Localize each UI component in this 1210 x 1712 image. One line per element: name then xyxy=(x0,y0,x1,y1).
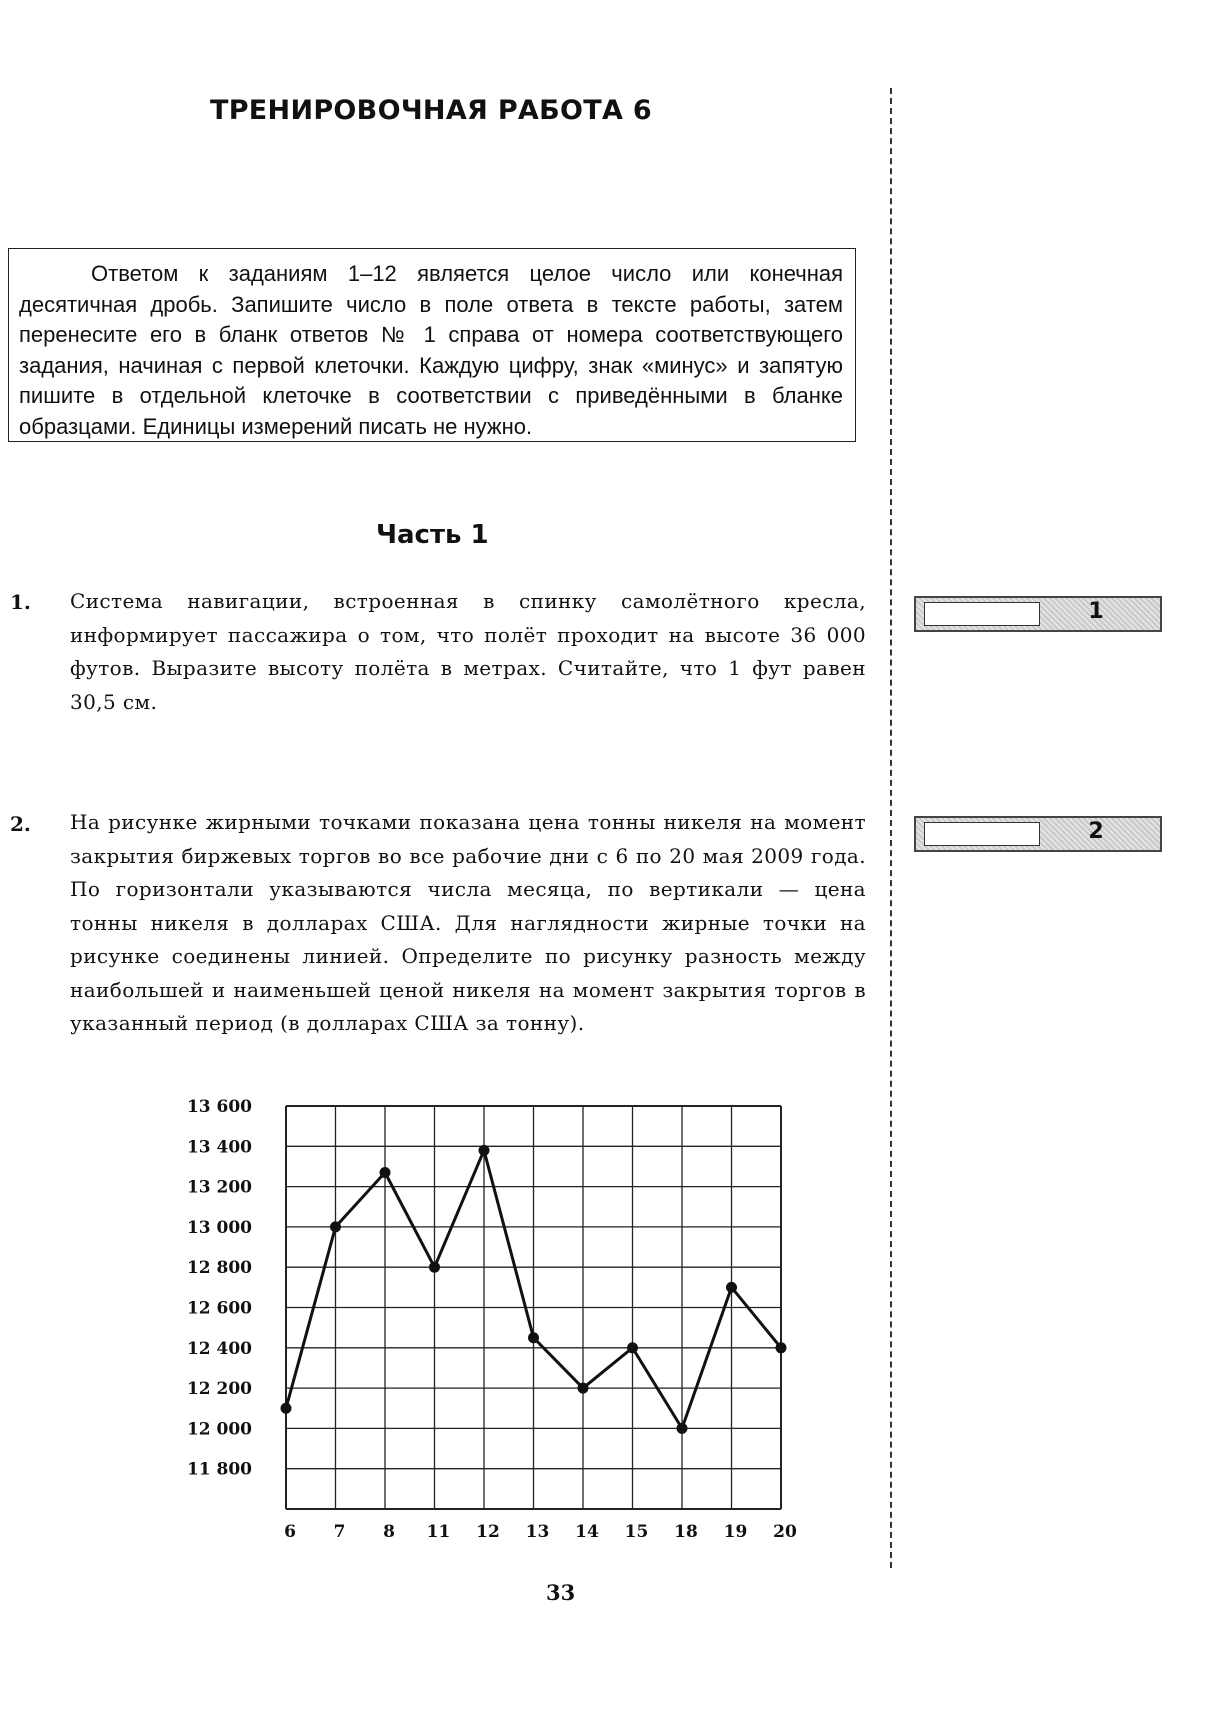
x-tick-label: 7 xyxy=(333,1522,346,1542)
x-tick-label: 8 xyxy=(383,1522,395,1542)
task-2-answer-number: 2 xyxy=(1088,819,1104,844)
data-point xyxy=(677,1423,688,1434)
x-tick-label: 18 xyxy=(674,1522,698,1542)
x-tick-label: 20 xyxy=(773,1522,797,1542)
y-tick-label: 12 800 xyxy=(186,1258,252,1279)
data-point xyxy=(726,1282,737,1293)
data-point xyxy=(479,1145,490,1156)
data-point xyxy=(776,1342,787,1353)
x-tick-label: 14 xyxy=(575,1522,599,1542)
x-tick-label: 6 xyxy=(284,1522,296,1542)
task-1-answer-number: 1 xyxy=(1088,599,1104,624)
chart-grid xyxy=(286,1106,781,1509)
y-tick-label: 13 200 xyxy=(186,1177,252,1198)
x-tick-label: 19 xyxy=(723,1522,748,1542)
y-tick-label: 13 000 xyxy=(186,1217,252,1238)
y-tick-label: 12 000 xyxy=(186,1419,252,1440)
task-1-text: Система навигации, встроенная в спинку самолётного кресла, информирует пассажира о том, что полёт проходит на высоте 36 000 футов. Выразите высоту полёта в метрах. Считайте, что 1 фут равен 30,5 см. xyxy=(70,589,866,714)
chart-y-axis xyxy=(187,1097,252,1480)
y-tick-label: 12 400 xyxy=(186,1338,252,1359)
task-2-number: 2. xyxy=(10,812,31,836)
data-point xyxy=(528,1332,539,1343)
y-tick-label: 12 200 xyxy=(186,1379,252,1400)
y-tick-label: 12 600 xyxy=(186,1298,252,1319)
x-tick-label: 12 xyxy=(476,1522,500,1542)
x-tick-label: 13 xyxy=(525,1522,550,1542)
task-2-text: На рисунке жирными точками показана цена тонны никеля на момент закрытия биржевых торгов во все рабочие дни с 6 по 20 мая 2009 года. По горизонтали указываются числа месяца, по вертикали — цена тонны никеля в долларах США. Для наглядности жирные точки на рисунке соединены линией. Определите по рисунку разность между наибольшей и наименьшей ценой никеля на момент закрытия торгов в указанный период (в долларах США за тонну). xyxy=(70,810,866,1035)
data-point xyxy=(578,1383,589,1394)
data-point xyxy=(627,1342,638,1353)
x-tick-label: 15 xyxy=(624,1522,649,1542)
page-number: 33 xyxy=(546,1580,576,1605)
data-point xyxy=(281,1403,292,1414)
instructions-box: Ответом к заданиям 1–12 является целое число или конечная десятичная дробь. Запишите число в поле ответа в тексте работы, затем перенесите его в бланк ответов № 1 справа от номера соответствующего задания, начиная с первой клеточки. Каждую цифру, знак «минус» и запятую пишите в отдельной клеточке в соответствии с приведёнными в бланке образцами. Единицы измерений писать не нужно. xyxy=(8,248,856,442)
x-tick-label: 11 xyxy=(426,1522,451,1542)
data-point xyxy=(380,1167,391,1178)
data-point xyxy=(330,1221,341,1232)
y-tick-label: 13 600 xyxy=(186,1097,252,1117)
part-title: Часть 1 xyxy=(376,520,489,550)
data-point xyxy=(429,1262,440,1273)
chart-x-axis xyxy=(284,1522,797,1542)
task-1-number: 1. xyxy=(10,590,31,614)
y-tick-label: 13 400 xyxy=(186,1137,252,1158)
page-title: ТРЕНИРОВОЧНАЯ РАБОТА 6 xyxy=(210,95,652,126)
y-tick-label: 11 800 xyxy=(186,1459,252,1480)
